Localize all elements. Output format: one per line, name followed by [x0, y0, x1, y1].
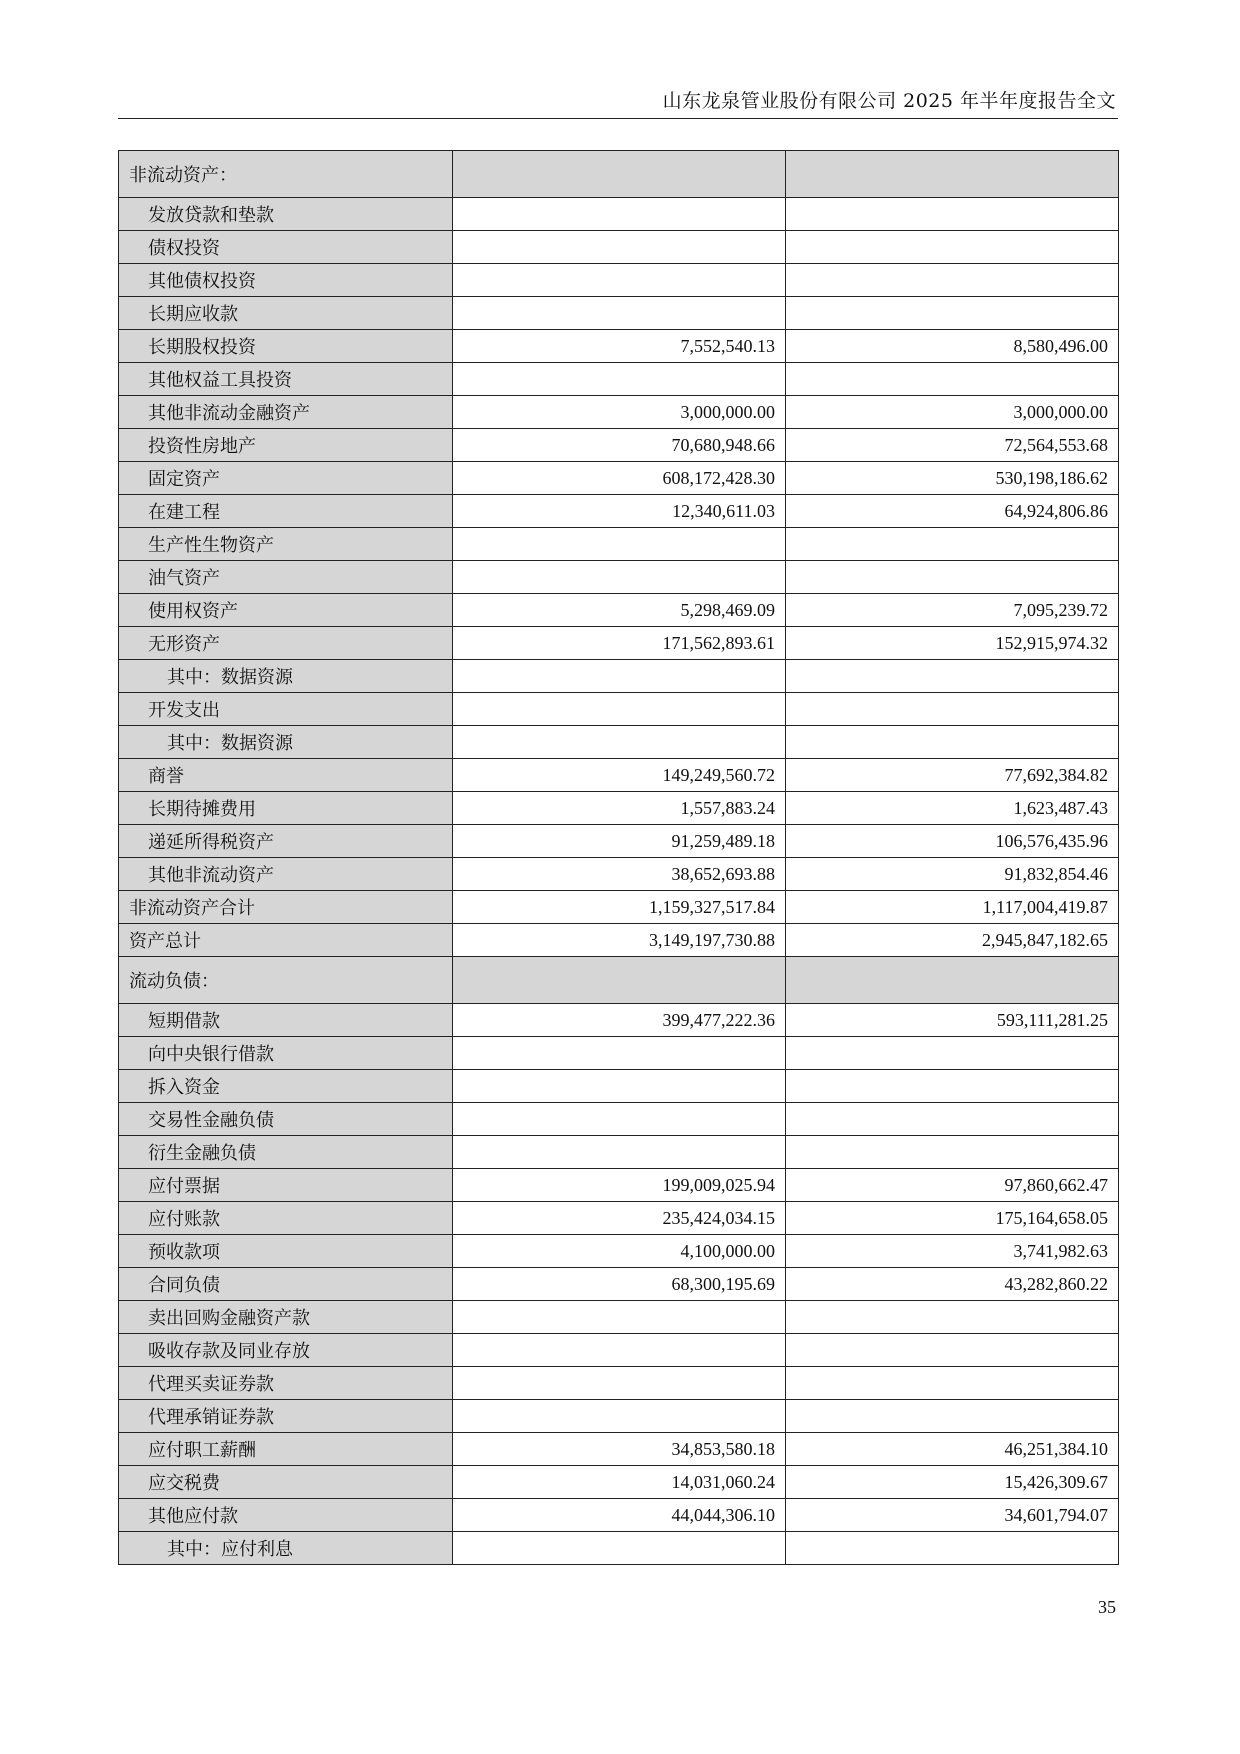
period-end-value — [453, 957, 786, 1004]
table-row — [119, 1070, 1119, 1103]
row-label: 递延所得税资产 — [119, 825, 453, 858]
table-row — [119, 1367, 1119, 1400]
period-begin-value: 43,282,860.22 — [786, 1268, 1119, 1301]
row-label: 衍生金融负债 — [119, 1136, 453, 1169]
table-row — [119, 495, 1119, 528]
row-label: 其他非流动金融资产 — [119, 396, 453, 429]
period-end-value: 5,298,469.09 — [453, 594, 786, 627]
period-end-value — [453, 231, 786, 264]
table-row — [119, 594, 1119, 627]
table-row — [119, 1103, 1119, 1136]
period-begin-value — [786, 297, 1119, 330]
period-end-value — [453, 1037, 786, 1070]
row-label: 资产总计 — [119, 924, 453, 957]
period-begin-value: 91,832,854.46 — [786, 858, 1119, 891]
row-label: 短期借款 — [119, 1004, 453, 1037]
row-label: 长期股权投资 — [119, 330, 453, 363]
table-row — [119, 759, 1119, 792]
period-end-value: 235,424,034.15 — [453, 1202, 786, 1235]
period-end-value — [453, 1103, 786, 1136]
period-begin-value — [786, 363, 1119, 396]
table-row — [119, 363, 1119, 396]
table-row — [119, 462, 1119, 495]
period-end-value: 1,159,327,517.84 — [453, 891, 786, 924]
period-end-value — [453, 528, 786, 561]
period-end-value — [453, 297, 786, 330]
row-label: 应付职工薪酬 — [119, 1433, 453, 1466]
period-end-value: 91,259,489.18 — [453, 825, 786, 858]
period-begin-value: 77,692,384.82 — [786, 759, 1119, 792]
table-row — [119, 264, 1119, 297]
table-row — [119, 1433, 1119, 1466]
period-end-value: 14,031,060.24 — [453, 1466, 786, 1499]
period-begin-value — [786, 1136, 1119, 1169]
table-row — [119, 693, 1119, 726]
row-label: 合同负债 — [119, 1268, 453, 1301]
period-end-value — [453, 561, 786, 594]
period-end-value: 7,552,540.13 — [453, 330, 786, 363]
row-label: 投资性房地产 — [119, 429, 453, 462]
row-label: 非流动资产： — [119, 151, 453, 198]
period-end-value — [453, 1400, 786, 1433]
period-begin-value — [786, 1367, 1119, 1400]
row-label: 预收款项 — [119, 1235, 453, 1268]
table-row — [119, 1202, 1119, 1235]
row-label: 交易性金融负债 — [119, 1103, 453, 1136]
period-end-value: 171,562,893.61 — [453, 627, 786, 660]
row-label: 长期应收款 — [119, 297, 453, 330]
period-end-value: 3,149,197,730.88 — [453, 924, 786, 957]
period-begin-value: 152,915,974.32 — [786, 627, 1119, 660]
period-begin-value: 34,601,794.07 — [786, 1499, 1119, 1532]
table-row — [119, 1136, 1119, 1169]
period-end-value: 399,477,222.36 — [453, 1004, 786, 1037]
row-label: 油气资产 — [119, 561, 453, 594]
page-number: 35 — [1098, 1597, 1116, 1617]
table-row — [119, 1004, 1119, 1037]
row-label: 固定资产 — [119, 462, 453, 495]
table-row — [119, 1334, 1119, 1367]
table-row — [119, 330, 1119, 363]
row-label: 应付账款 — [119, 1202, 453, 1235]
period-end-value: 34,853,580.18 — [453, 1433, 786, 1466]
row-label: 代理承销证券款 — [119, 1400, 453, 1433]
row-label: 无形资产 — [119, 627, 453, 660]
period-begin-value: 72,564,553.68 — [786, 429, 1119, 462]
table-row — [119, 1235, 1119, 1268]
table-row — [119, 825, 1119, 858]
row-label: 流动负债： — [119, 957, 453, 1004]
period-end-value — [453, 726, 786, 759]
period-end-value: 199,009,025.94 — [453, 1169, 786, 1202]
period-end-value: 12,340,611.03 — [453, 495, 786, 528]
period-end-value — [453, 151, 786, 198]
table-row — [119, 1499, 1119, 1532]
table-row — [119, 1037, 1119, 1070]
period-end-value: 149,249,560.72 — [453, 759, 786, 792]
row-label: 代理买卖证券款 — [119, 1367, 453, 1400]
period-begin-value: 593,111,281.25 — [786, 1004, 1119, 1037]
period-begin-value: 7,095,239.72 — [786, 594, 1119, 627]
period-end-value: 70,680,948.66 — [453, 429, 786, 462]
table-row — [119, 1169, 1119, 1202]
period-end-value — [453, 660, 786, 693]
balance-sheet-body — [119, 151, 1119, 1565]
row-label: 其他应付款 — [119, 1499, 453, 1532]
period-end-value — [453, 1334, 786, 1367]
row-label: 应交税费 — [119, 1466, 453, 1499]
row-label: 其他非流动资产 — [119, 858, 453, 891]
table-row — [119, 231, 1119, 264]
row-label: 非流动资产合计 — [119, 891, 453, 924]
row-label: 长期待摊费用 — [119, 792, 453, 825]
period-begin-value: 530,198,186.62 — [786, 462, 1119, 495]
period-begin-value: 64,924,806.86 — [786, 495, 1119, 528]
period-begin-value — [786, 1103, 1119, 1136]
row-label: 拆入资金 — [119, 1070, 453, 1103]
table-row — [119, 1268, 1119, 1301]
period-begin-value — [786, 151, 1119, 198]
row-label: 商誉 — [119, 759, 453, 792]
table-row — [119, 792, 1119, 825]
row-label: 应付票据 — [119, 1169, 453, 1202]
period-end-value: 38,652,693.88 — [453, 858, 786, 891]
period-begin-value: 1,117,004,419.87 — [786, 891, 1119, 924]
table-row — [119, 627, 1119, 660]
table-row — [119, 924, 1119, 957]
period-begin-value: 8,580,496.00 — [786, 330, 1119, 363]
period-end-value — [453, 1136, 786, 1169]
period-begin-value: 46,251,384.10 — [786, 1433, 1119, 1466]
period-end-value: 608,172,428.30 — [453, 462, 786, 495]
row-label: 其他债权投资 — [119, 264, 453, 297]
table-row — [119, 858, 1119, 891]
period-begin-value — [786, 693, 1119, 726]
table-row — [119, 396, 1119, 429]
table-row — [119, 429, 1119, 462]
row-label: 其中：数据资源 — [119, 660, 453, 693]
period-end-value — [453, 693, 786, 726]
row-label: 卖出回购金融资产款 — [119, 1301, 453, 1334]
period-end-value — [453, 363, 786, 396]
header-divider — [118, 118, 1118, 119]
row-label: 其他权益工具投资 — [119, 363, 453, 396]
table-row — [119, 561, 1119, 594]
period-begin-value — [786, 528, 1119, 561]
balance-sheet-table — [118, 150, 1119, 1565]
row-label: 向中央银行借款 — [119, 1037, 453, 1070]
table-row — [119, 726, 1119, 759]
period-begin-value — [786, 231, 1119, 264]
table-row — [119, 1532, 1119, 1565]
table-row — [119, 1466, 1119, 1499]
period-end-value — [453, 264, 786, 297]
period-begin-value: 3,000,000.00 — [786, 396, 1119, 429]
row-label: 使用权资产 — [119, 594, 453, 627]
row-label: 其中：应付利息 — [119, 1532, 453, 1565]
period-end-value: 44,044,306.10 — [453, 1499, 786, 1532]
period-begin-value — [786, 1037, 1119, 1070]
report-header-title: 山东龙泉管业股份有限公司 2025 年半年度报告全文 — [662, 90, 1116, 112]
period-end-value: 4,100,000.00 — [453, 1235, 786, 1268]
period-end-value — [453, 1532, 786, 1565]
period-begin-value: 3,741,982.63 — [786, 1235, 1119, 1268]
row-label: 债权投资 — [119, 231, 453, 264]
row-label: 开发支出 — [119, 693, 453, 726]
period-end-value — [453, 1301, 786, 1334]
period-end-value — [453, 198, 786, 231]
period-end-value — [453, 1070, 786, 1103]
row-label: 生产性生物资产 — [119, 528, 453, 561]
period-begin-value — [786, 264, 1119, 297]
period-begin-value — [786, 726, 1119, 759]
period-begin-value — [786, 1301, 1119, 1334]
period-end-value: 1,557,883.24 — [453, 792, 786, 825]
table-row — [119, 1400, 1119, 1433]
period-begin-value — [786, 198, 1119, 231]
table-row — [119, 528, 1119, 561]
section-header-row — [119, 957, 1119, 1004]
period-begin-value — [786, 561, 1119, 594]
period-begin-value: 106,576,435.96 — [786, 825, 1119, 858]
section-header-row — [119, 151, 1119, 198]
row-label: 在建工程 — [119, 495, 453, 528]
period-begin-value: 1,623,487.43 — [786, 792, 1119, 825]
period-begin-value: 175,164,658.05 — [786, 1202, 1119, 1235]
period-end-value: 3,000,000.00 — [453, 396, 786, 429]
period-begin-value — [786, 957, 1119, 1004]
period-begin-value — [786, 660, 1119, 693]
period-begin-value — [786, 1532, 1119, 1565]
period-begin-value: 97,860,662.47 — [786, 1169, 1119, 1202]
period-begin-value — [786, 1070, 1119, 1103]
table-row — [119, 660, 1119, 693]
table-row — [119, 891, 1119, 924]
period-end-value — [453, 1367, 786, 1400]
row-label: 吸收存款及同业存放 — [119, 1334, 453, 1367]
period-begin-value: 15,426,309.67 — [786, 1466, 1119, 1499]
table-row — [119, 297, 1119, 330]
period-begin-value — [786, 1400, 1119, 1433]
table-row — [119, 1301, 1119, 1334]
row-label: 发放贷款和垫款 — [119, 198, 453, 231]
table-row — [119, 198, 1119, 231]
period-begin-value: 2,945,847,182.65 — [786, 924, 1119, 957]
period-begin-value — [786, 1334, 1119, 1367]
period-end-value: 68,300,195.69 — [453, 1268, 786, 1301]
row-label: 其中：数据资源 — [119, 726, 453, 759]
